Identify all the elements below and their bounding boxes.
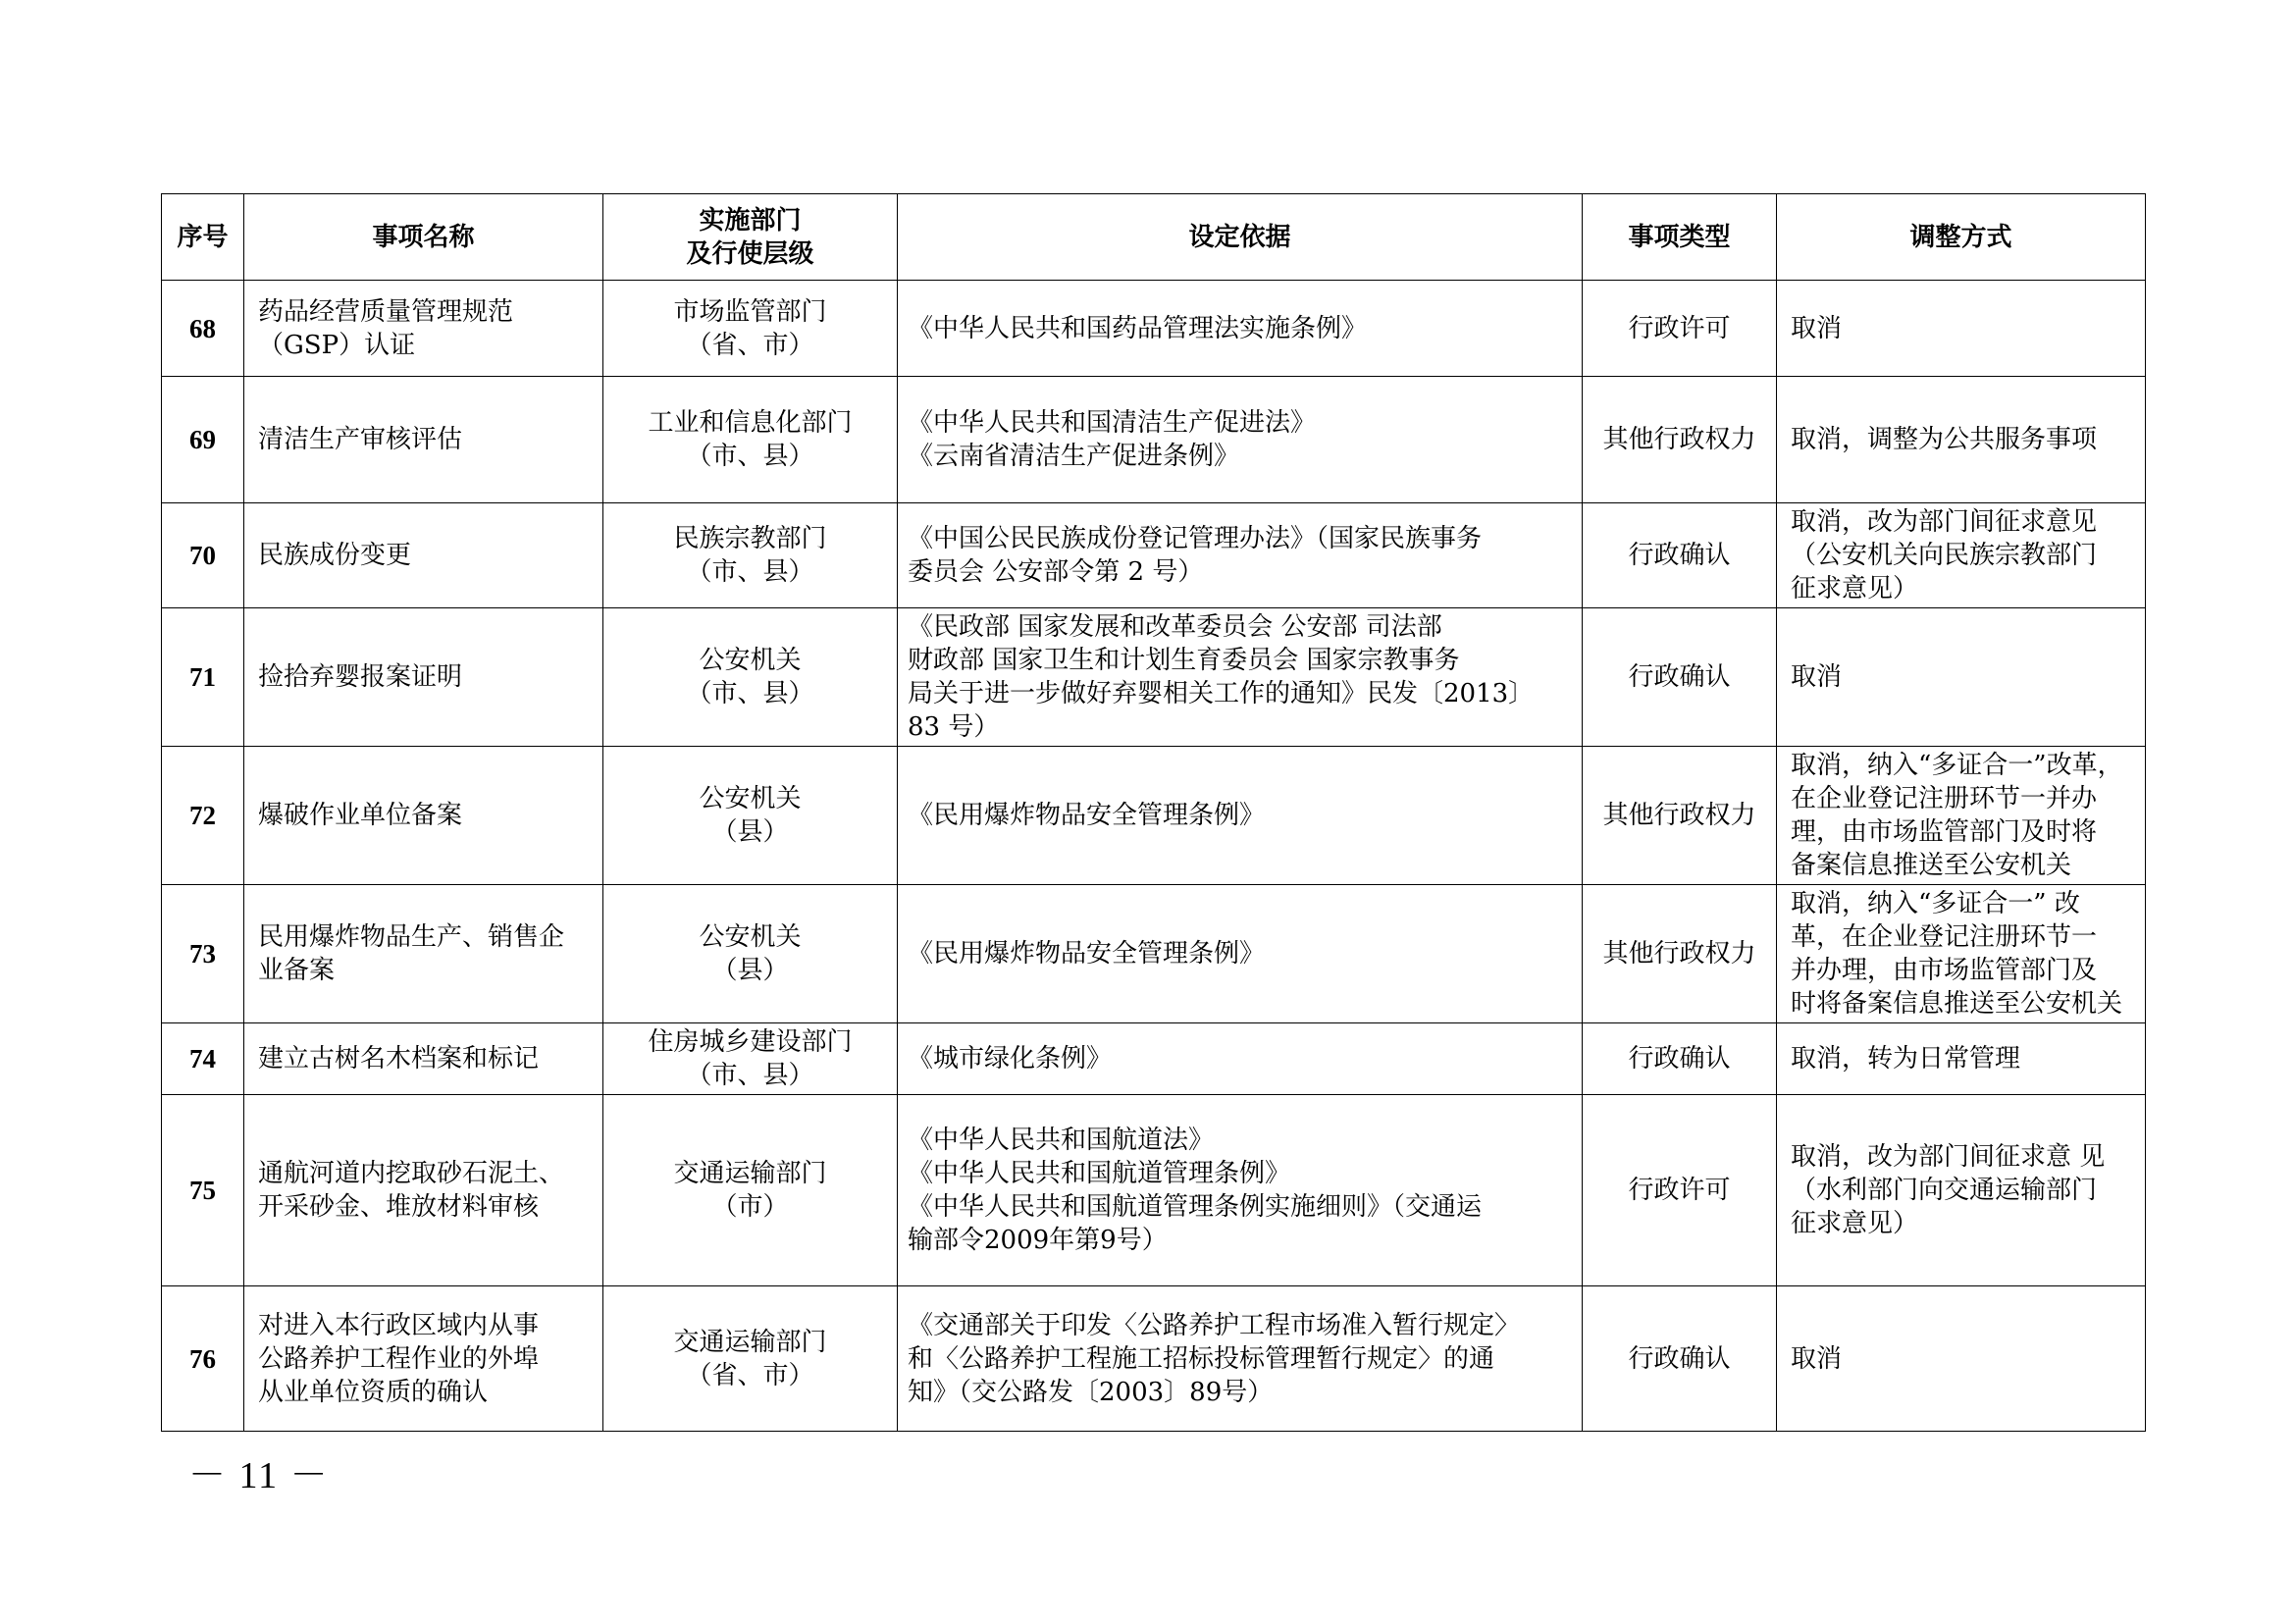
cell-basis [898, 1286, 1583, 1432]
cell-type: 行政确认 [1583, 503, 1777, 608]
page-number: － 11 － [188, 1455, 330, 1496]
cell-dept-line: （市、县） [686, 679, 814, 708]
cell-name-line: 业备案 [258, 956, 336, 985]
cell-basis [898, 281, 1583, 377]
cell-dept-line: 交通运输部门 [673, 1159, 827, 1188]
cell-name [244, 503, 603, 608]
cell-basis-line: 《交通部关于印发〈公路养护工程市场准入暂行规定〉 [908, 1310, 1521, 1340]
cell-dept-line: （市、县） [686, 1061, 814, 1090]
header-dept-line: 及行使层级 [686, 238, 814, 269]
items-table [161, 193, 2146, 1432]
cell-adjust-line: 取消，转为日常管理 [1791, 1044, 2021, 1074]
cell-name [244, 747, 603, 885]
cell-dept-line: （县） [711, 817, 789, 847]
header-dept-line: 实施部门 [699, 205, 802, 236]
cell-no: 73 [162, 885, 244, 1023]
cell-basis-line: 《中华人民共和国清洁生产促进法》 [908, 408, 1317, 438]
cell-no: 74 [162, 1023, 244, 1095]
cell-dept [603, 885, 898, 1023]
cell-name-line: 爆破作业单位备案 [258, 801, 463, 830]
header-no: 序号 [162, 194, 244, 281]
cell-adjust [1777, 377, 2146, 503]
cell-name-line: 公路养护工程作业的外埠 [258, 1343, 540, 1374]
table-body [162, 281, 2146, 1432]
cell-adjust-line: 取消，调整为公共服务事项 [1791, 425, 2098, 454]
cell-adjust-line: 备案信息推送至公安机关 [1791, 851, 2072, 880]
cell-dept-line: （省、市） [686, 330, 814, 360]
cell-type: 行政确认 [1583, 608, 1777, 747]
header-basis: 设定依据 [898, 194, 1583, 281]
table-row [162, 1023, 2146, 1095]
header-adjust: 调整方式 [1777, 194, 2146, 281]
cell-type: 行政许可 [1583, 281, 1777, 377]
cell-basis-line: 财政部 国家卫生和计划生育委员会 国家宗教事务 [908, 646, 1460, 675]
cell-name [244, 1286, 603, 1432]
cell-name-line: 民用爆炸物品生产、销售企 [258, 922, 565, 952]
cell-basis [898, 885, 1583, 1023]
cell-adjust-line: 征求意见） [1791, 574, 1919, 603]
cell-dept [603, 1023, 898, 1095]
cell-adjust [1777, 747, 2146, 885]
cell-basis [898, 747, 1583, 885]
cell-no: 75 [162, 1095, 244, 1286]
cell-type: 其他行政权力 [1583, 747, 1777, 885]
table-row [162, 281, 2146, 377]
cell-basis-line: 《中华人民共和国航道管理条例》 [908, 1159, 1291, 1188]
cell-type: 其他行政权力 [1583, 377, 1777, 503]
cell-dept-line: 工业和信息化部门 [648, 408, 853, 438]
cell-dept [603, 1095, 898, 1286]
cell-adjust [1777, 1286, 2146, 1432]
cell-dept-line: 交通运输部门 [673, 1327, 827, 1357]
cell-name [244, 377, 603, 503]
cell-dept-line: 民族宗教部门 [673, 524, 827, 553]
cell-dept-line: （市、县） [686, 442, 814, 471]
cell-dept [603, 1286, 898, 1432]
cell-basis [898, 503, 1583, 608]
cell-no: 68 [162, 281, 244, 377]
cell-basis-line: 《中华人民共和国航道管理条例实施细则》（交通运 [908, 1192, 1483, 1222]
cell-adjust-line: 并办理，由市场监管部门及 [1791, 956, 2098, 985]
cell-dept-line: （市、县） [686, 557, 814, 587]
cell-basis-line: 输部令2009年第9号） [908, 1226, 1168, 1255]
cell-name-line: （GSP）认证 [258, 330, 416, 360]
cell-basis-line: 委员会 公安部令第 2 号） [908, 557, 1204, 587]
cell-basis-line: 《民用爆炸物品安全管理条例》 [908, 801, 1266, 830]
cell-basis-line: 和〈公路养护工程施工招标投标管理暂行规定〉的通 [908, 1343, 1495, 1374]
cell-basis-line: 《民政部 国家发展和改革委员会 公安部 司法部 [908, 612, 1442, 642]
cell-no: 70 [162, 503, 244, 608]
cell-basis-line: 《中华人民共和国药品管理法实施条例》 [908, 313, 1368, 343]
cell-dept-line: 市场监管部门 [673, 296, 827, 327]
cell-adjust [1777, 503, 2146, 608]
cell-adjust-line: 革，在企业登记注册环节一 [1791, 922, 2098, 952]
header-name: 事项名称 [244, 194, 603, 281]
cell-basis [898, 377, 1583, 503]
cell-name-line: 药品经营质量管理规范 [258, 296, 514, 327]
cell-adjust [1777, 885, 2146, 1023]
cell-basis [898, 1023, 1583, 1095]
cell-adjust-line: 征求意见） [1791, 1209, 1919, 1238]
cell-dept-line: （县） [711, 956, 789, 985]
cell-name-line: 从业单位资质的确认 [258, 1377, 489, 1407]
table-row [162, 1286, 2146, 1432]
cell-adjust-line: 取消，改为部门间征求意见 [1791, 507, 2098, 537]
cell-adjust-line: （公安机关向民族宗教部门 [1791, 541, 2098, 570]
cell-name-line: 开采砂金、堆放材料审核 [258, 1192, 540, 1222]
cell-no: 76 [162, 1286, 244, 1432]
table-row [162, 377, 2146, 503]
cell-basis-line: 《中国公民民族成份登记管理办法》（国家民族事务 [908, 524, 1483, 553]
header-dept [603, 194, 898, 281]
cell-name [244, 608, 603, 747]
cell-name [244, 281, 603, 377]
cell-name-line: 通航河道内挖取砂石泥土、 [258, 1159, 565, 1188]
cell-name-line: 清洁生产审核评估 [258, 425, 463, 454]
cell-dept [603, 377, 898, 503]
cell-dept [603, 281, 898, 377]
cell-dept-line: 公安机关 [699, 646, 802, 675]
cell-adjust-line: 在企业登记注册环节一并办 [1791, 784, 2098, 813]
cell-adjust-line: 取消，纳入“多证合一” 改 [1791, 889, 2080, 918]
cell-dept [603, 747, 898, 885]
cell-adjust-line: 取消 [1791, 1343, 1843, 1374]
cell-adjust [1777, 1095, 2146, 1286]
cell-dept [603, 608, 898, 747]
cell-adjust-line: 取消 [1791, 313, 1843, 343]
cell-basis-line: 《城市绿化条例》 [908, 1044, 1113, 1074]
cell-adjust [1777, 1023, 2146, 1095]
cell-basis [898, 1095, 1583, 1286]
cell-adjust-line: 理，由市场监管部门及时将 [1791, 817, 2098, 847]
cell-no: 71 [162, 608, 244, 747]
cell-dept-line: （省、市） [686, 1360, 814, 1390]
table-row [162, 747, 2146, 885]
cell-name-line: 民族成份变更 [258, 541, 412, 570]
cell-name-line: 对进入本行政区域内从事 [258, 1310, 540, 1340]
cell-adjust-line: 取消，纳入“多证合一”改革， [1791, 751, 2123, 780]
cell-name [244, 885, 603, 1023]
cell-name-line: 捡拾弃婴报案证明 [258, 662, 463, 692]
cell-type: 行政确认 [1583, 1286, 1777, 1432]
cell-adjust-line: （水利部门向交通运输部门 [1791, 1176, 2098, 1205]
cell-adjust [1777, 608, 2146, 747]
cell-adjust-line: 取消，改为部门间征求意 见 [1791, 1142, 2106, 1172]
cell-adjust [1777, 281, 2146, 377]
cell-no: 69 [162, 377, 244, 503]
cell-no: 72 [162, 747, 244, 885]
cell-dept-line: 公安机关 [699, 922, 802, 952]
table-header-row [162, 194, 2146, 281]
cell-type: 其他行政权力 [1583, 885, 1777, 1023]
cell-dept-line: （市） [711, 1192, 789, 1222]
table-row [162, 1095, 2146, 1286]
cell-dept-line: 住房城乡建设部门 [648, 1027, 853, 1057]
cell-type: 行政确认 [1583, 1023, 1777, 1095]
table-row [162, 503, 2146, 608]
table-row [162, 608, 2146, 747]
cell-basis [898, 608, 1583, 747]
cell-basis-line: 《民用爆炸物品安全管理条例》 [908, 939, 1266, 969]
cell-name-line: 建立古树名木档案和标记 [258, 1044, 540, 1074]
cell-type: 行政许可 [1583, 1095, 1777, 1286]
cell-dept [603, 503, 898, 608]
table-row [162, 885, 2146, 1023]
cell-name [244, 1095, 603, 1286]
cell-dept-line: 公安机关 [699, 784, 802, 813]
cell-basis-line: 《中华人民共和国航道法》 [908, 1126, 1215, 1155]
cell-basis-line: 知》（交公路发〔2003〕89号） [908, 1377, 1274, 1407]
cell-adjust-line: 时将备案信息推送至公安机关 [1791, 989, 2123, 1019]
header-type: 事项类型 [1583, 194, 1777, 281]
cell-basis-line: 83 号） [908, 712, 1000, 742]
cell-adjust-line: 取消 [1791, 662, 1843, 692]
cell-name [244, 1023, 603, 1095]
cell-basis-line: 局关于进一步做好弃婴相关工作的通知》民发〔2013〕 [908, 679, 1535, 708]
cell-basis-line: 《云南省清洁生产促进条例》 [908, 442, 1240, 471]
